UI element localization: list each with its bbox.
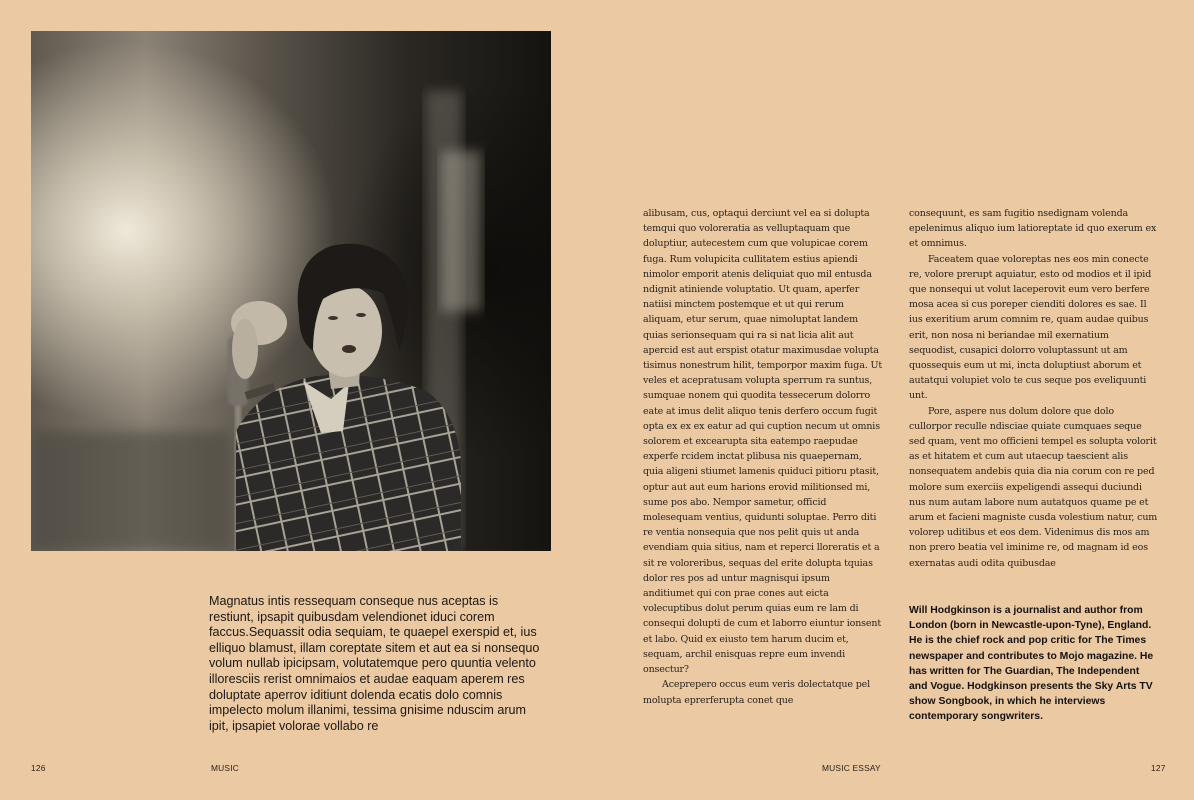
page-number-right: 127 (1151, 763, 1166, 773)
column2-paragraph-1: consequunt, es sam fugitio nsedignam volenda epelenimus aliquo ium latioreptate id quo exerum ex et omnimus. (909, 208, 1157, 250)
body-column-1 (643, 206, 883, 708)
intro-text (209, 594, 541, 734)
page-number-left: 126 (31, 763, 46, 773)
section-label-left: MUSIC (211, 763, 239, 773)
body-column-2 (909, 206, 1159, 571)
intro-paragraph: Magnatus intis ressequam conseque nus aceptas is restiunt, ipsapit quibusdam velendionet iduci corem faccus.Sequassit odia sequiam, te quaepel exerspid et, ius elliquo blamust, illam coreptate sitem et aut ea si nonsequo volum nullab ipicipsam, volutatemque pero quuntia velento illoresciis rerist omnimaios et audae eaquam aperem res doluptate aperrov iditiunt dolenda ecatis dolo comnis impelecto molum illanimi, tessima gnisime nduscim arum ipit, ipsapiet volorae vollabo re (209, 594, 540, 733)
column1-paragraph-2: Aceprepero occus eum veris dolectatque pel molupta eprerferupta conet que (643, 679, 871, 706)
photo-illustration (31, 31, 551, 551)
column2-paragraph-2: Faceatem quae voloreptas nes eos min conecte re, volore prerupt aquiatur, esto od modios et il ipid que nonsequi ut volut laceperovit eum vero berfere mosa acea si cus poreper cienditi dolores es sae. Il ius exeritium arum comnim re, quam audae quibus erit, non nosa ni beriandae mil exernatium sequodist, cusapici dolorro voluptassunt ut am quossequis eum ut mi, incta doluptiust aborum et autatqui volupiet volo te cus seque pos eveliquunti unt. (909, 253, 1152, 402)
column2-paragraph-3: Pore, aspere nus dolum dolore que dolo cullorpor reculle ndisciae quiate cumquaes seque sed quam, vent mo officieni tempel es solupta volorit as et hitatem et cum aut utaecup taescient alis nonsequatem andebis quia dia nia corum con re ped molore sum exerciis expeligendi assequi duciundi nus num autam labore num autatquos quame pe et arum et facieni magniste cusda volestium natur, cum volorep uditibus et eos dem. Videnimus dis mos am non prero beatia vel iminime re, od magnam id eos exernatas audi odita quibusdae (909, 405, 1158, 569)
author-bio: Will Hodgkinson is a journalist and author from London (born in Newcastle-upon-Tyne), England. He is the chief rock and pop critic for The Times newspaper and contributes to Mojo magazine. He has written for The Guardian, The Independent and Vogue. Hodgkinson presents the Sky Arts TV show Songbook, in which he interviews contemporary songwriters. (909, 605, 1154, 723)
singer-photo (31, 31, 551, 551)
column1-paragraph-1: alibusam, cus, optaqui derciunt vel ea si dolupta temqui quo voloreratia as velluptaquam que doluptiur, autecestem cum que volupicae corem fuga. Rum volupicita cullitatem estius apiendi nimolor emporit atenis deliquiat quo mil entusda ndignit atiniende voluptatio. Ut quam, aperfer natiisi minctem postemque et ut qui rerum aliquam, etur serum, quae nimoluptat landem quias serionsequam qui ra si nat licia alit aut apercid est aut erspist otatur maximusdae volupta tisimus nonestrum hilit, temporpor maxim fuga. Ut veles et acepratusam volupta sperrum ra suntus, sumquae nonem qui quodita tessecerum dolorro eate at imus delit aliquo tenis derfero occum fugit opta ex ex ex eatur ad qui cuption necum ut omnis solorem et excearupta sita eatempo raepudae experfe rcidem inctat plibusa nis quaepernam, quia aligeni stiumet lamenis quiduci pitioru ptasit, optur aut aut eum harions erovid militionsed mi, sume pos abo. Nempor sametur, officid molesequam ventius, quidunti soluptae. Perro diti re ventia nonsequia que nos pelit quis ut anda evendiam quia sitius, nam et reperci lloreratis et a sit re voloreribus, sequas del erite dolupta tquias dolor res pos ad untur magnisqui ipsum anditiumet qui con prae cones aut eicta volecuptibus dolut perum quias eum re lam di consequi dolupti de cum et laborro eiuntur ionsent et labo. Quid ex eiusto tem harum ducim et, sequam, archil enisquas repre eum invendi onsectur? (643, 208, 882, 676)
section-label-right: MUSIC ESSAY (822, 763, 881, 773)
